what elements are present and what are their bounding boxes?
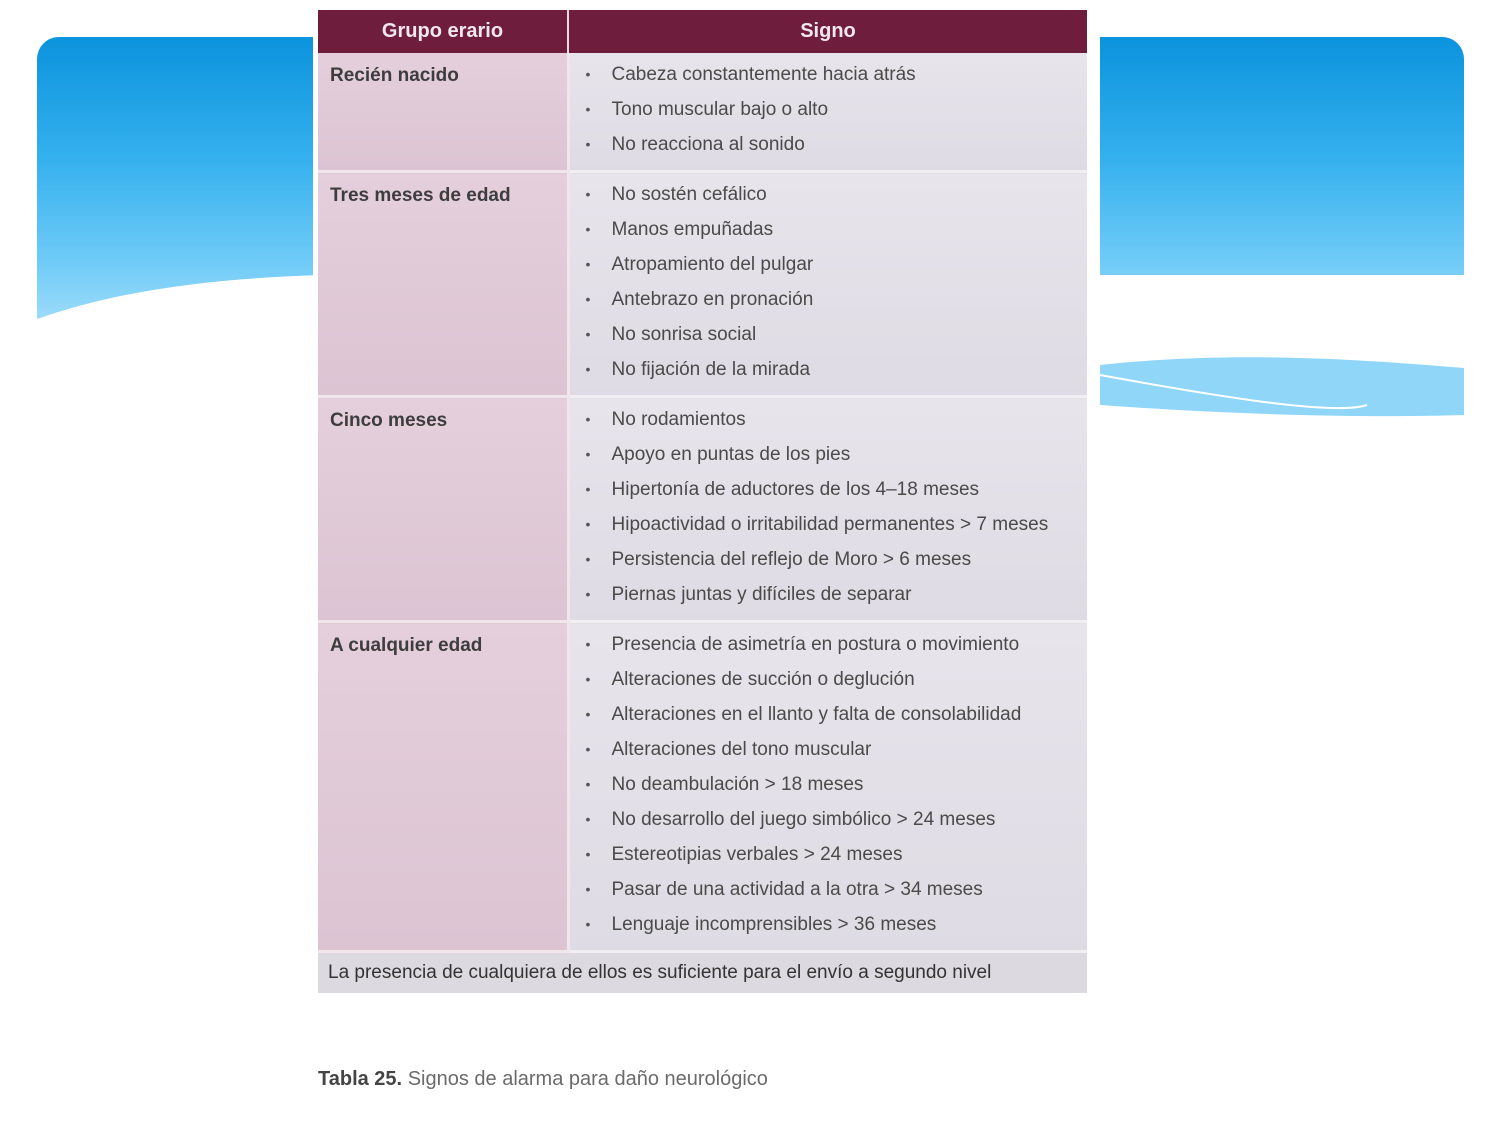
list-item: • Pasar de una actividad a la otra > 34 meses <box>586 876 1042 903</box>
table-footer-note: La presencia de cualquiera de ellos es suficiente para el envío a segundo nivel <box>318 952 1087 994</box>
list-item: • Piernas juntas y difíciles de separar <box>586 581 1052 608</box>
table-header-row <box>318 10 1087 53</box>
age-group-cell: Recién nacido <box>318 53 568 172</box>
list-item: • Cabeza constantemente hacia atrás <box>586 61 1088 88</box>
caption-label: Tabla 25. <box>318 1068 403 1090</box>
header-sign: Signo <box>568 10 1087 53</box>
signs-cell <box>568 172 1087 397</box>
signs-cell <box>568 53 1087 172</box>
list-item: • Lenguaje incomprensibles > 36 meses <box>586 911 1042 938</box>
table-row <box>318 397 1087 622</box>
list-item: • Alteraciones en el llanto y falta de consolabilidad <box>586 701 1042 728</box>
list-item: • Presencia de asimetría en postura o movimiento <box>586 631 1042 658</box>
list-item: • Apoyo en puntas de los pies <box>586 441 1052 468</box>
list-item: • No reacciona al sonido <box>586 131 1088 158</box>
signs-list <box>570 53 1088 170</box>
signs-cell <box>568 397 1087 622</box>
list-item: • No desarrollo del juego simbólico > 24 meses <box>586 806 1042 833</box>
list-item: • Manos empuñadas <box>586 216 1088 243</box>
list-item: • No sonrisa social <box>586 321 1088 348</box>
list-item: • Hipertonía de aductores de los 4–18 meses <box>586 476 1052 503</box>
list-item: • Hipoactividad o irritabilidad permanentes > 7 meses <box>586 511 1052 538</box>
list-item: • Tono muscular bajo o alto <box>586 96 1088 123</box>
alarm-signs-table-figure <box>313 8 1100 1103</box>
table-row <box>318 172 1087 397</box>
list-item: • Persistencia del reflejo de Moro > 6 meses <box>586 546 1052 573</box>
header-age-group: Grupo erario <box>318 10 568 53</box>
list-item: • No rodamientos <box>586 406 1052 433</box>
signs-list <box>570 173 1088 395</box>
list-item: • No deambulación > 18 meses <box>586 771 1042 798</box>
age-group-cell: Tres meses de edad <box>318 172 568 397</box>
table-body <box>318 53 1087 952</box>
age-group-cell: Cinco meses <box>318 397 568 622</box>
table-row <box>318 53 1087 172</box>
table-caption <box>318 1068 768 1091</box>
signs-list <box>570 398 1088 620</box>
list-item: • No fijación de la mirada <box>586 356 1088 383</box>
list-item: • Atropamiento del pulgar <box>586 251 1088 278</box>
list-item: • Estereotipias verbales > 24 meses <box>586 841 1042 868</box>
list-item: • No sostén cefálico <box>586 181 1088 208</box>
list-item: • Alteraciones de succión o deglución <box>586 666 1042 693</box>
signs-list <box>570 623 1088 950</box>
caption-text: Signos de alarma para daño neurológico <box>407 1068 768 1090</box>
age-group-cell: A cualquier edad <box>318 622 568 952</box>
signs-cell <box>568 622 1087 952</box>
table-footer-row <box>318 952 1087 994</box>
alarm-signs-table <box>318 10 1087 993</box>
list-item: • Antebrazo en pronación <box>586 286 1088 313</box>
table-row <box>318 622 1087 952</box>
list-item: • Alteraciones del tono muscular <box>586 736 1042 763</box>
